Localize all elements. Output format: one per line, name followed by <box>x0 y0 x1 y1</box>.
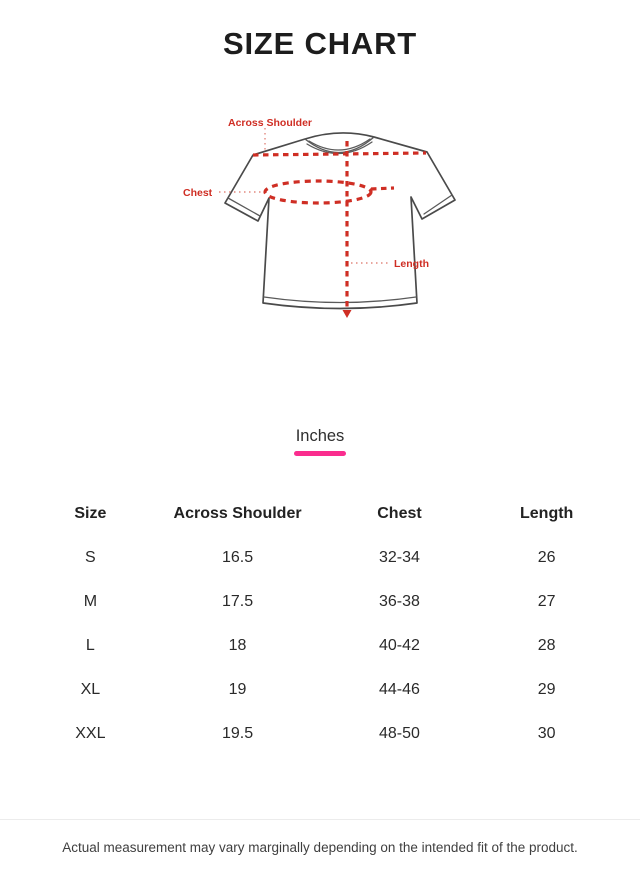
tab-inches[interactable] <box>294 426 346 456</box>
cell-across-shoulder: 17.5 <box>221 593 254 610</box>
header-across-shoulder: Across Shoulder <box>173 505 302 522</box>
table-row <box>26 624 615 668</box>
tab-inches-label: Inches <box>295 427 345 445</box>
cell-length: 30 <box>537 725 556 742</box>
cell-chest: 32-34 <box>379 549 420 566</box>
cell-chest: 48-50 <box>379 725 420 742</box>
cell-size: XXL <box>75 725 106 742</box>
header-size: Size <box>74 505 107 522</box>
table-row <box>26 536 615 580</box>
cell-across-shoulder: 19.5 <box>221 725 254 742</box>
unit-tabs <box>0 426 640 456</box>
footer-disclaimer: Actual measurement may vary marginally depending on the intended fit of the product. <box>0 819 640 879</box>
length-label: Length <box>394 258 429 270</box>
tab-active-underline <box>294 451 346 456</box>
cell-across-shoulder: 16.5 <box>221 549 254 566</box>
size-chart-table <box>26 492 615 756</box>
cell-length: 29 <box>537 681 556 698</box>
header-chest: Chest <box>377 505 422 522</box>
tshirt-outline <box>225 133 455 309</box>
cell-size: L <box>85 637 95 654</box>
table-header-row <box>26 492 615 536</box>
page-title: SIZE CHART <box>223 26 417 61</box>
cell-chest: 36-38 <box>379 593 420 610</box>
table-row <box>26 668 615 712</box>
cell-chest: 44-46 <box>379 681 420 698</box>
cell-size: S <box>85 549 96 566</box>
cell-length: 28 <box>537 637 556 654</box>
tshirt-diagram <box>170 100 470 340</box>
table-row <box>26 712 615 756</box>
tshirt-body <box>225 133 455 309</box>
tshirt-diagram-svg <box>170 100 470 340</box>
header-length: Length <box>520 505 574 522</box>
length-arrowhead-icon <box>343 310 352 318</box>
cell-size: XL <box>80 681 101 698</box>
cell-length: 26 <box>537 549 556 566</box>
table-row <box>26 580 615 624</box>
cell-across-shoulder: 19 <box>228 681 247 698</box>
cell-length: 27 <box>537 593 556 610</box>
cell-size: M <box>83 593 98 610</box>
cell-chest: 40-42 <box>379 637 420 654</box>
cell-across-shoulder: 18 <box>228 637 247 654</box>
chest-label: Chest <box>183 187 213 199</box>
across-shoulder-label: Across Shoulder <box>228 117 313 129</box>
